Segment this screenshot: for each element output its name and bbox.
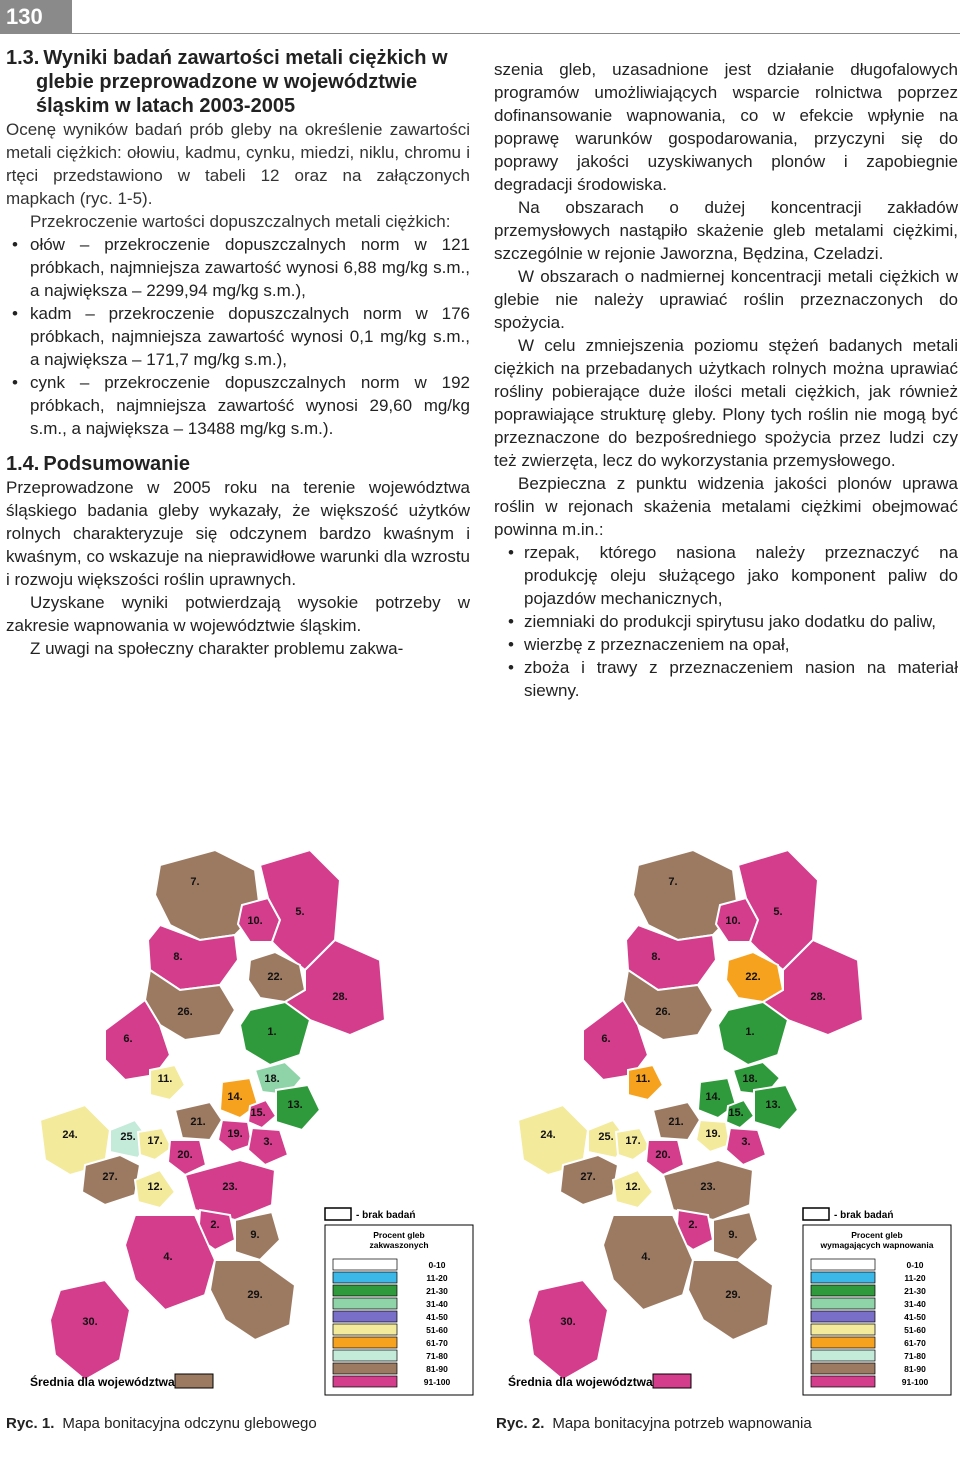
- average-swatch: [653, 1374, 691, 1388]
- map-region-label: 14.: [705, 1091, 721, 1103]
- header-rule: [72, 33, 960, 34]
- map-region-label: 28.: [332, 991, 348, 1003]
- map-region-label: 8.: [173, 951, 183, 963]
- no-data-swatch: [803, 1208, 829, 1220]
- legend-swatch: [333, 1285, 397, 1296]
- map-region-label: 25.: [120, 1131, 136, 1143]
- map-region-label: 3.: [263, 1136, 273, 1148]
- list-item: • cynk – przekroczenie dopuszczalnych norm w 192 próbkach, najmniejsza zawartość wynosi 29,60 mg/kg s.m., a największa – 13488 mg/kg s.m.).: [6, 371, 470, 440]
- liming-needs-map: [488, 820, 958, 1400]
- map-region-label: 9.: [250, 1229, 260, 1241]
- legend-range-label: 51-60: [904, 1325, 926, 1335]
- map-region-label: 8.: [651, 951, 661, 963]
- map-region-label: 21.: [190, 1116, 206, 1128]
- map-region-label: 27.: [580, 1171, 596, 1183]
- map-region-label: 30.: [560, 1316, 576, 1328]
- legend-range-label: 11-20: [904, 1273, 926, 1283]
- legend-range-label: 61-70: [426, 1338, 448, 1348]
- paragraph: Ocenę wyników badań prób gleby na określenie zawartości metali ciężkich: ołowiu, kadmu, cynku, miedzi, niklu, chromu i rtęci przedstawiono w tabeli 12 oraz na załączonych mapkach (ryc. 1-5).: [6, 120, 470, 208]
- caption-text: Mapa bonitacyjna odczynu glebowego: [62, 1415, 317, 1432]
- legend-range-label: 41-50: [904, 1312, 926, 1322]
- paragraph: Bezpieczna z punktu widzenia jakości plonów uprawa roślin w rejonach skażenia metalami ciężkimi obejmować powinna m.in.:: [494, 474, 958, 539]
- map-region-label: 3.: [741, 1136, 751, 1148]
- paragraph: Przekroczenie wartości dopuszczalnych metali ciężkich:: [30, 212, 451, 231]
- legend-range-label: 31-40: [904, 1299, 926, 1309]
- caption-number: Ryc. 1.: [6, 1415, 55, 1432]
- map-region-label: 10.: [247, 915, 263, 927]
- list-item: • zboża i trawy z przeznaczeniem nasion na materiał siewny.: [494, 656, 958, 702]
- legend-swatch: [333, 1311, 397, 1322]
- average-label: Średnia dla województwa: [508, 1375, 653, 1389]
- metals-list: [6, 233, 470, 440]
- list-item: • rzepak, którego nasiona należy przeznaczyć na produkcję oleju służącego jako komponent paliw do pojazdów mechanicznych,: [494, 541, 958, 610]
- legend-range-label: 41-50: [426, 1312, 448, 1322]
- average-label: Średnia dla województwa: [30, 1375, 175, 1389]
- map-region-label: 29.: [247, 1289, 263, 1301]
- map-region: [50, 1280, 130, 1380]
- legend-range-label: 91-100: [423, 1377, 451, 1387]
- legend-swatch: [811, 1272, 875, 1283]
- map-region-label: 9.: [728, 1229, 738, 1241]
- map-region-label: 24.: [540, 1129, 556, 1141]
- legend-range-label: 71-80: [426, 1351, 448, 1361]
- legend-swatch: [811, 1350, 875, 1361]
- map-region-label: 12.: [625, 1181, 641, 1193]
- maps-area: [0, 820, 960, 1410]
- map-region-label: 11.: [635, 1073, 651, 1085]
- legend-range-label: 21-30: [426, 1286, 448, 1296]
- legend-range-label: 51-60: [426, 1325, 448, 1335]
- map-region-label: 26.: [177, 1006, 193, 1018]
- section-heading-1-3: [6, 46, 470, 118]
- legend-swatch: [333, 1298, 397, 1309]
- no-data-label: - brak badań: [834, 1210, 894, 1221]
- legend-range-label: 81-90: [426, 1364, 448, 1374]
- map-region-label: 17.: [625, 1135, 641, 1147]
- list-item: • ziemniaki do produkcji spirytusu jako dodatku do paliw,: [494, 610, 958, 633]
- map-region-label: 23.: [222, 1181, 238, 1193]
- map-region: [528, 1280, 608, 1380]
- legend-range-label: 91-100: [901, 1377, 929, 1387]
- legend-swatch: [333, 1272, 397, 1283]
- section-title: Podsumowanie: [43, 453, 191, 475]
- legend-swatch: [333, 1324, 397, 1335]
- map-region-label: 5.: [295, 906, 305, 918]
- legend-swatch: [811, 1259, 875, 1270]
- map-region-label: 5.: [773, 906, 783, 918]
- legend-range-label: 0-10: [906, 1260, 924, 1270]
- map-region-label: 22.: [267, 971, 283, 983]
- no-data-label: - brak badań: [356, 1210, 416, 1221]
- map-region-label: 19.: [705, 1128, 721, 1140]
- paragraph: Uzyskane wyniki potwierdzają wysokie potrzeby w zakresie wapnowania w województwie śląskim.: [6, 593, 470, 635]
- caption-text: Mapa bonitacyjna potrzeb wapnowania: [552, 1415, 812, 1432]
- map-region-label: 30.: [82, 1316, 98, 1328]
- map-region-label: 29.: [725, 1289, 741, 1301]
- legend-swatch: [333, 1376, 397, 1387]
- map-region-label: 20.: [655, 1149, 671, 1161]
- legend-swatch: [811, 1298, 875, 1309]
- legend-swatch: [811, 1376, 875, 1387]
- page-number: 130: [0, 0, 72, 34]
- map-region-label: 22.: [745, 971, 761, 983]
- map-region-label: 15.: [250, 1107, 266, 1119]
- map-region-label: 14.: [227, 1091, 243, 1103]
- map-region-label: 13.: [287, 1099, 303, 1111]
- figure-caption-2: [496, 1415, 812, 1432]
- map-region-label: 11.: [157, 1073, 173, 1085]
- map-region-label: 6.: [601, 1033, 611, 1045]
- legend-swatch: [811, 1363, 875, 1374]
- map-region-label: 15.: [728, 1107, 744, 1119]
- paragraph: Przeprowadzone w 2005 roku na terenie województwa śląskiego badania gleby wykazały, że większość użytków rolnych charakteryzuje się odczynem bardzo kwaśnym i kwaśnym, co wskazuje na nieprawidłowe warunki dla wzrostu i rozwoju większości roślin uprawnych.: [6, 478, 470, 589]
- legend-swatch: [333, 1363, 397, 1374]
- map-region-label: 20.: [177, 1149, 193, 1161]
- legend-range-label: 0-10: [428, 1260, 446, 1270]
- crops-list: [494, 541, 958, 702]
- right-column: [494, 58, 958, 702]
- map-region-label: 1.: [267, 1026, 277, 1038]
- map-region-label: 23.: [700, 1181, 716, 1193]
- map-region-label: 17.: [147, 1135, 163, 1147]
- legend-title: wymagających wapnowania: [820, 1240, 934, 1250]
- legend-range-label: 71-80: [904, 1351, 926, 1361]
- legend-range-label: 21-30: [904, 1286, 926, 1296]
- legend-range-label: 81-90: [904, 1364, 926, 1374]
- paragraph: W celu zmniejszenia poziomu stężeń badanych metali ciężkich na przebadanych użytkach rolnych można uprawiać rośliny pobierające duże ilości metali ciężkich, jak również poprawiające strukturę gleby. Plony tych roślin nie mogą być przeznaczone do bezpośredniego spożycia przez ludzi czy też zwierzęta, lecz do wykorzystania przemysłowego.: [494, 336, 958, 470]
- map-region-label: 26.: [655, 1006, 671, 1018]
- paragraph: szenia gleb, uzasadnione jest działanie długofalowych programów umożliwiających wsparcie rolnictwa poprzez dofinansowanie wapnowania, co w efekcie wpłynie na poprawę warunków gospodarowania, przyczyni się do poprawy jakości uzyskiwanych plonów i zapobiegnie degradacji środowiska.: [494, 60, 958, 194]
- map-region-label: 18.: [264, 1073, 280, 1085]
- section-number: 1.4.: [6, 453, 40, 475]
- average-swatch: [175, 1374, 213, 1388]
- list-item: • ołów – przekroczenie dopuszczalnych norm w 121 próbkach, najmniejsza zawartość wynosi 6,88 mg/kg s.m., a największa – 2299,94 mg/kg s.m.),: [6, 233, 470, 302]
- caption-number: Ryc. 2.: [496, 1415, 545, 1432]
- map-region-label: 10.: [725, 915, 741, 927]
- map-region-label: 12.: [147, 1181, 163, 1193]
- legend-range-label: 61-70: [904, 1338, 926, 1348]
- map-region-label: 28.: [810, 991, 826, 1003]
- legend-swatch: [811, 1285, 875, 1296]
- section-title: Wyniki badań zawartości metali ciężkich w glebie przeprowadzone w województwie śląskim w latach 2003-2005: [36, 47, 448, 117]
- paragraph: Na obszarach o dużej koncentracji zakładów przemysłowych nastąpiło skażenie gleb metalami ciężkimi, szczególnie w rejonie Jaworzna, Będzina, Czeladzi.: [494, 198, 958, 263]
- map-region-label: 19.: [227, 1128, 243, 1140]
- map-region-label: 27.: [102, 1171, 118, 1183]
- map-region-label: 7.: [190, 876, 200, 888]
- legend-title: Procent gleb: [373, 1230, 425, 1240]
- paragraph: W obszarach o nadmiernej koncentracji metali ciężkich w glebie nie należy uprawiać roślin przeznaczonych do spożycia.: [494, 267, 958, 332]
- legend-swatch: [811, 1311, 875, 1322]
- section-number: 1.3.: [6, 47, 40, 69]
- legend-swatch: [811, 1324, 875, 1335]
- figure-caption-1: [6, 1415, 317, 1432]
- map-region-label: 21.: [668, 1116, 684, 1128]
- legend-swatch: [333, 1259, 397, 1270]
- left-column: [6, 46, 470, 660]
- map-region-label: 4.: [641, 1251, 651, 1263]
- section-heading-1-4: [6, 452, 470, 476]
- list-item: • kadm – przekroczenie dopuszczalnych norm w 176 próbkach, najmniejsza zawartość wynosi 0,1 mg/kg s.m., a największa – 171,7 mg/kg s.m.),: [6, 302, 470, 371]
- legend-range-label: 11-20: [426, 1273, 448, 1283]
- map-region-label: 1.: [745, 1026, 755, 1038]
- legend-title: Procent gleb: [851, 1230, 903, 1240]
- legend-swatch: [333, 1337, 397, 1348]
- legend-title: zakwaszonych: [369, 1240, 429, 1250]
- map-region-label: 25.: [598, 1131, 614, 1143]
- soil-acidity-map: [10, 820, 480, 1400]
- legend-swatch: [811, 1337, 875, 1348]
- no-data-swatch: [325, 1208, 351, 1220]
- map-region-label: 2.: [688, 1219, 698, 1231]
- map-region-label: 24.: [62, 1129, 78, 1141]
- map-region-label: 4.: [163, 1251, 173, 1263]
- map-region-label: 13.: [765, 1099, 781, 1111]
- map-region-label: 2.: [210, 1219, 220, 1231]
- legend-swatch: [333, 1350, 397, 1361]
- paragraph: Z uwagi na społeczny charakter problemu zakwa-: [30, 639, 404, 658]
- map-region-label: 6.: [123, 1033, 133, 1045]
- map-region-label: 18.: [742, 1073, 758, 1085]
- list-item: • wierzbę z przeznaczeniem na opał,: [494, 633, 958, 656]
- map-region-label: 7.: [668, 876, 678, 888]
- legend-range-label: 31-40: [426, 1299, 448, 1309]
